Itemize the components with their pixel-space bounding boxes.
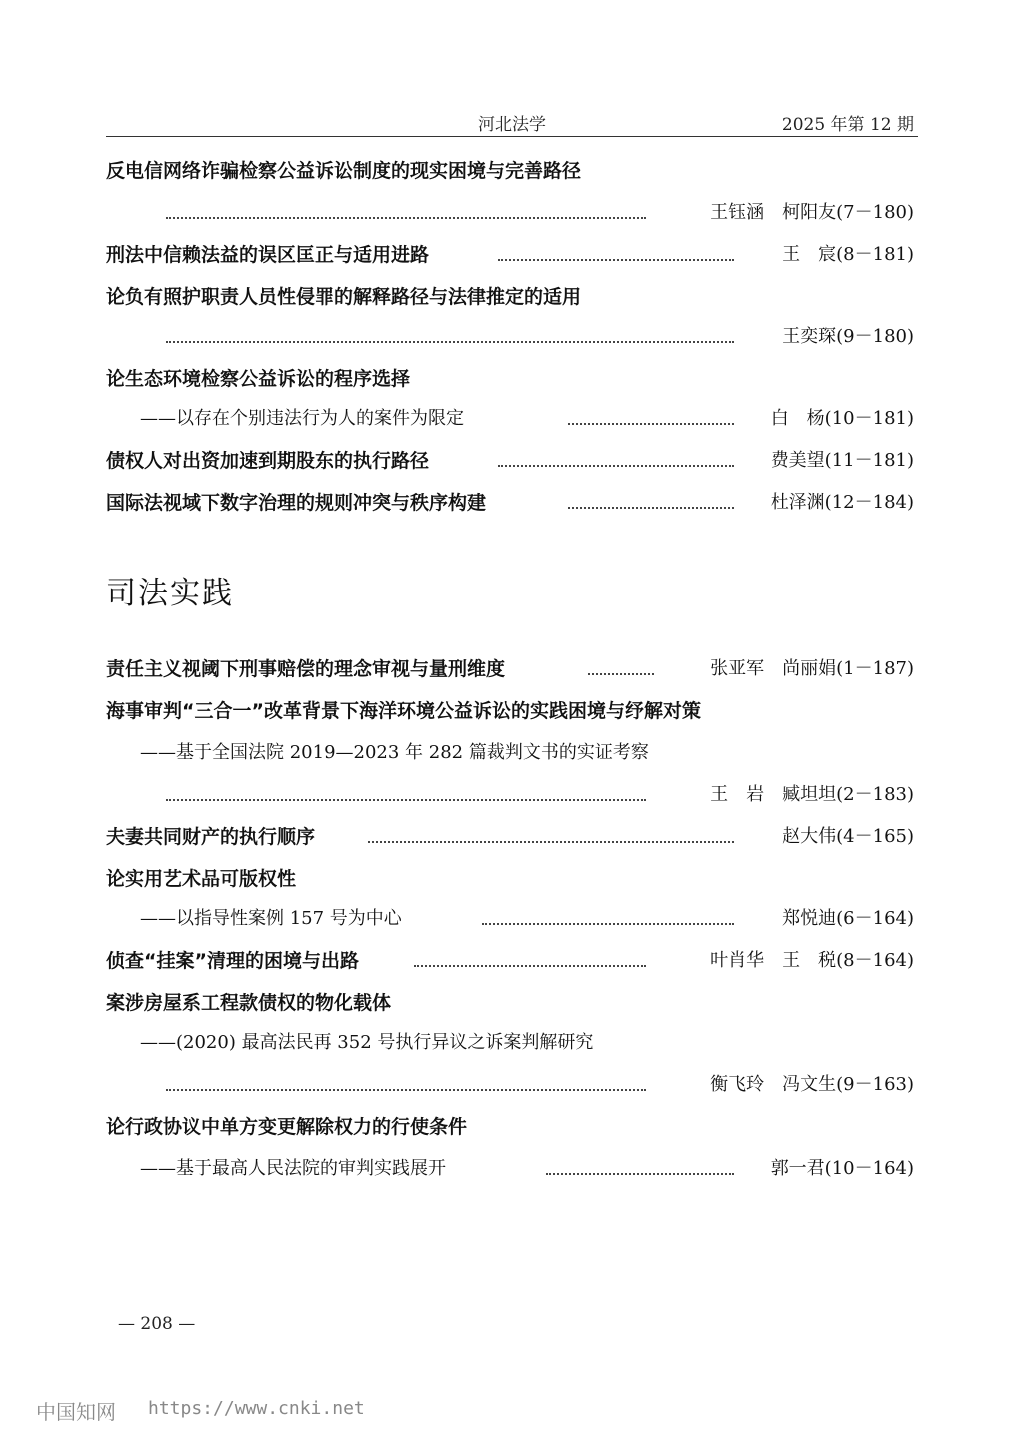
toc-author: 白 杨(10－181)	[770, 408, 914, 429]
page-number: — 208 —	[118, 1314, 196, 1334]
toc-entry-title[interactable]: 海事审判“三合一”改革背景下海洋环境公益诉讼的实践困境与纾解对策	[106, 700, 701, 722]
toc-entry[interactable]: 夫妻共同财产的执行顺序 赵大伟(4－165)	[106, 822, 918, 852]
toc-entry-subtitle-row	[106, 1028, 918, 1058]
toc-author: 郭一君(10－164)	[770, 1158, 914, 1179]
toc-entry-title[interactable]: 反电信网络诈骗检察公益诉讼制度的现实困境与完善路径	[106, 160, 582, 182]
toc-author: 费美望(11－181)	[770, 450, 914, 471]
dot-leader	[498, 259, 734, 261]
toc-entry-leader-row	[106, 198, 918, 228]
dot-leader	[568, 423, 734, 425]
toc-entry[interactable]: 刑法中信赖法益的误区匡正与适用进路 王 宸(8－181)	[106, 240, 918, 270]
toc-entry-subtitle-row	[106, 738, 918, 768]
toc-author: 王钰涵 柯阳友(7－180)	[710, 202, 914, 223]
toc-entry[interactable]: 侦查“挂案”清理的困境与出路 叶肖华 王 税(8－164)	[106, 946, 918, 976]
toc-entry-title[interactable]: 论实用艺术品可版权性	[106, 868, 297, 890]
dot-leader	[546, 1173, 734, 1175]
section-heading: 司法实践	[106, 576, 234, 611]
toc-author: 张亚军 尚丽娟(1－187)	[710, 658, 914, 679]
toc-entry-leader-row	[106, 780, 918, 810]
toc-author: 郑悦迪(6－164)	[782, 908, 914, 929]
dot-leader	[166, 799, 646, 801]
dot-leader	[166, 1089, 646, 1091]
toc-author: 赵大伟(4－165)	[782, 826, 914, 847]
toc-entry-subtitle-row	[106, 1154, 918, 1184]
toc-entry-subtitle-row	[106, 404, 918, 434]
dot-leader	[498, 465, 734, 467]
toc-author: 叶肖华 王 税(8－164)	[710, 950, 914, 971]
toc-entry-title[interactable]: 论行政协议中单方变更解除权力的行使条件	[106, 1116, 468, 1138]
cnki-watermark: 中国知网	[36, 1400, 116, 1424]
running-header	[106, 110, 918, 137]
toc-entry-leader-row	[106, 322, 918, 352]
issue-label: 2025 年第 12 期	[781, 115, 914, 135]
toc-subtitle: ——基于最高人民法院的审判实践展开	[140, 1158, 446, 1179]
toc-entry-title[interactable]: 论生态环境检察公益诉讼的程序选择	[106, 368, 411, 390]
toc-author: 王 宸(8－181)	[782, 244, 914, 265]
dot-leader	[166, 341, 734, 343]
toc-entry-leader-row	[106, 1070, 918, 1100]
toc-subtitle: ——以指导性案例 157 号为中心	[140, 908, 402, 929]
toc-author: 衡飞玲 冯文生(9－163)	[710, 1074, 914, 1095]
toc-author: 王奕琛(9－180)	[782, 326, 914, 347]
cnki-url[interactable]: https://www.cnki.net	[148, 1398, 365, 1419]
toc-entry-title[interactable]: 论负有照护职责人员性侵罪的解释路径与法律推定的适用	[106, 286, 582, 308]
toc-subtitle: ——基于全国法院 2019—2023 年 282 篇裁判文书的实证考察	[140, 742, 649, 763]
dot-leader	[588, 673, 654, 675]
dot-leader	[414, 965, 646, 967]
dot-leader	[166, 217, 646, 219]
dot-leader	[568, 507, 734, 509]
toc-entry[interactable]: 责任主义视阈下刑事赔偿的理念审视与量刑维度 张亚军 尚丽娟(1－187)	[106, 654, 918, 684]
toc-author: 杜泽渊(12－184)	[770, 492, 914, 513]
toc-author: 王 岩 臧坦坦(2－183)	[710, 784, 914, 805]
toc-entry[interactable]: 国际法视域下数字治理的规则冲突与秩序构建 杜泽渊(12－184)	[106, 488, 918, 518]
toc-entry-title[interactable]: 案涉房屋系工程款债权的物化载体	[106, 992, 392, 1014]
dot-leader	[368, 841, 734, 843]
toc-entry-subtitle-row	[106, 904, 918, 934]
dot-leader	[482, 923, 734, 925]
toc-entry[interactable]: 债权人对出资加速到期股东的执行路径 费美望(11－181)	[106, 446, 918, 476]
toc-subtitle: ——以存在个别违法行为人的案件为限定	[140, 408, 464, 429]
journal-name: 河北法学	[478, 115, 546, 135]
toc-subtitle: ——(2020) 最高法民再 352 号执行异议之诉案判解研究	[140, 1032, 594, 1053]
